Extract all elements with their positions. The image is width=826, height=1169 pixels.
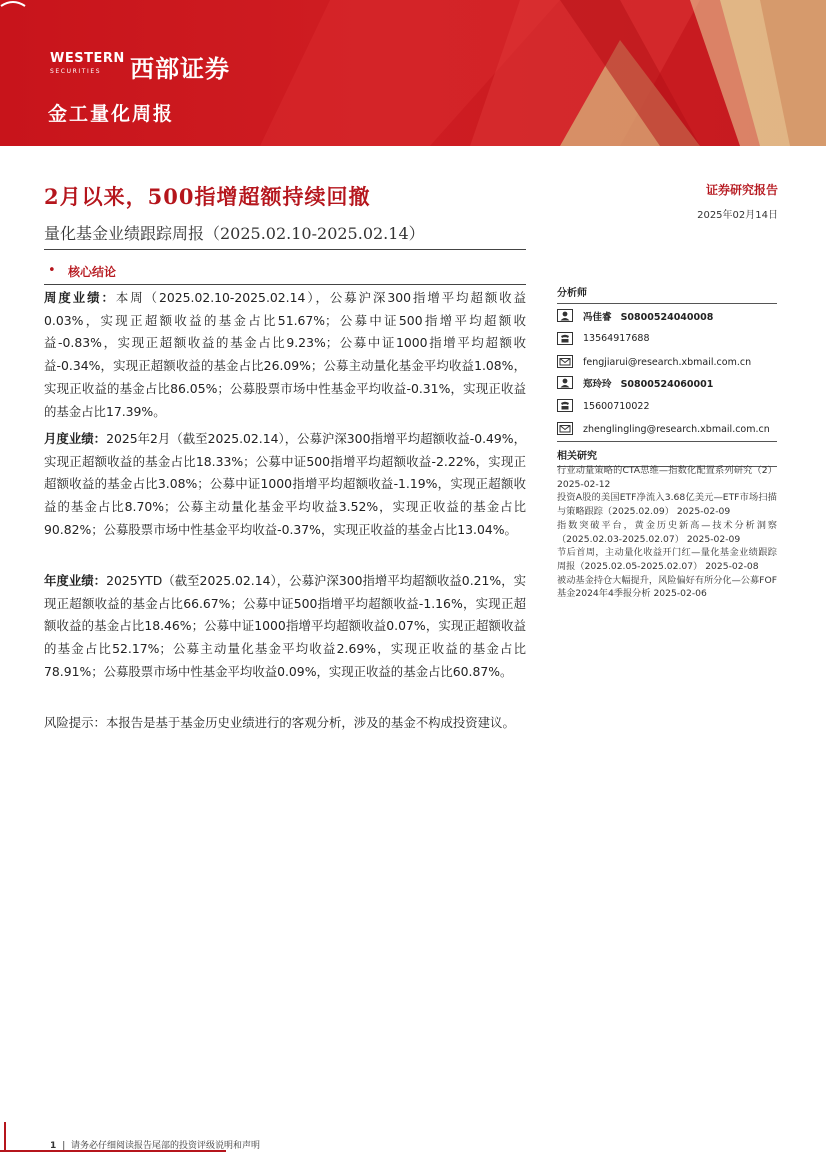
paragraph-text: 2025YTD（截至2025.02.14），公募沪深300指增平均超额收益0.21%，实现正超额收益的基金占比66.67%；公募中证500指增平均超额收益-1.16%，实现正超额收益的基金占比18.46%；公募中证1000指增平均超额收益0.07%，实现正超额收益的基金占比52.17%；公募主动量化基金平均收益2.69%，实现正收益的基金占比78.91%；公募股票市场中性基金平均收益0.09%，实现正收益的基金占比60.87%。	[44, 573, 527, 679]
footer-accent-bar	[4, 1122, 6, 1150]
title-divider	[44, 249, 526, 250]
monthly-performance-paragraph	[44, 428, 526, 542]
risk-warning: 风险提示：本报告是基于基金历史业绩进行的客观分析，涉及的基金不构成投资建议。	[44, 715, 515, 730]
weekly-performance-paragraph	[44, 287, 526, 423]
analyst-2-phone: 15600710022	[583, 401, 650, 412]
related-research-item[interactable]: 行业动量策略的CTA思维—指数化配置系列研究（2） 2025-02-12	[557, 465, 777, 490]
related-research-item[interactable]: 指数突破平台，黄金历史新高—技术分析洞察（2025.02.03-2025.02.07） 2025-02-09	[557, 519, 777, 545]
yearly-performance-paragraph	[44, 570, 526, 684]
analyst-divider	[557, 441, 777, 442]
analyst-2-email[interactable]: zhenglingling@research.xbmail.com.cn	[583, 424, 770, 435]
paragraph-text: 2025年2月（截至2025.02.14），公募沪深300指增平均超额收益-0.49%，实现正超额收益的基金占比18.33%；公募中证500指增平均超额收益-2.22%，实现正超额收益的基金占比3.08%；公募中证1000指增平均超额收益-1.19%，实现正超额收益的基金占比8.70%；公募主动量化基金平均收益3.52%，实现正收益的基金占比90.82%；公募股票市场中性基金平均收益-0.37%，实现正收益的基金占比13.04%。	[44, 431, 526, 537]
report-type: 证券研究报告	[705, 183, 778, 197]
related-research-item[interactable]: 被动基金持仓大幅提升，风险偏好有所分化—公募FOF基金2024年4季报分析 2025-02-06	[557, 574, 777, 600]
bullet-icon: •	[48, 263, 56, 278]
report-date: 2025年02月14日	[697, 210, 778, 221]
logo-english: WESTERN SECURITIES	[50, 51, 125, 75]
footer	[50, 1138, 260, 1151]
analyst-2-name: 郑玲玲	[583, 379, 612, 390]
analyst-1-name: 冯佳睿	[583, 312, 612, 323]
related-research-item[interactable]: 节后首周，主动量化收益开门红—量化基金业绩跟踪周报（2025.02.05-2025.02.07） 2025-02-08	[557, 547, 777, 572]
paragraph-text: 本周（2025.02.10-2025.02.14），公募沪深300指增平均超额收益0.03%，实现正超额收益的基金占比51.67%；公募中证500指增平均超额收益-0.83%，实现正超额收益的基金占比9.23%；公募中证1000指增平均超额收益-0.34%，实现正超额收益的基金占比26.09%；公募主动量化基金平均收益1.08%，实现正收益的基金占比86.05%；公募股票市场中性基金平均收益-0.31%，实现正收益的基金占比17.39%。	[44, 290, 527, 419]
email-icon	[557, 422, 573, 435]
analyst-1-email[interactable]: fengjiarui@research.xbmail.com.cn	[583, 357, 752, 368]
paragraph-label: 月度业绩：	[44, 431, 107, 446]
page-number: 1	[50, 1141, 57, 1151]
paragraph-label: 年度业绩：	[44, 573, 107, 588]
analyst-1-name-line	[583, 309, 713, 323]
phone-icon	[557, 332, 573, 345]
section-title: 金工量化周报	[48, 103, 175, 125]
analyst-1-phone: 13564917688	[583, 333, 650, 344]
report-subtitle: 量化基金业绩跟踪周报（2025.02.10-2025.02.14）	[44, 224, 425, 243]
related-research-item[interactable]: 投资A股的美国ETF净流入3.68亿美元—ETF市场扫描与策略跟踪（2025.02.09） 2025-02-09	[557, 492, 777, 518]
logo-chinese: 西部证券	[130, 55, 230, 83]
analyst-heading: 分析师	[557, 284, 777, 304]
core-conclusion-label: 核心结论	[68, 265, 117, 279]
phone-icon	[557, 399, 573, 412]
person-icon	[557, 376, 573, 389]
analyst-2-id: S0800524060001	[620, 379, 714, 390]
footer-disclaimer: 请务必仔细阅读报告尾部的投资评级说明和声明	[71, 1141, 261, 1151]
bull-horn-icon	[0, 0, 26, 8]
person-icon	[557, 309, 573, 322]
related-research-heading: 相关研究	[557, 447, 777, 467]
report-title: 2月以来，500指增超额持续回撤	[44, 184, 371, 209]
related-research-list	[557, 464, 777, 601]
paragraph-label: 周度业绩：	[44, 290, 116, 305]
header-banner	[0, 0, 826, 146]
analyst-2-name-line	[583, 376, 713, 390]
email-icon	[557, 355, 573, 368]
footer-separator: |	[62, 1141, 72, 1151]
analyst-1-id: S0800524040008	[620, 312, 714, 323]
core-conclusion-heading	[44, 258, 526, 285]
